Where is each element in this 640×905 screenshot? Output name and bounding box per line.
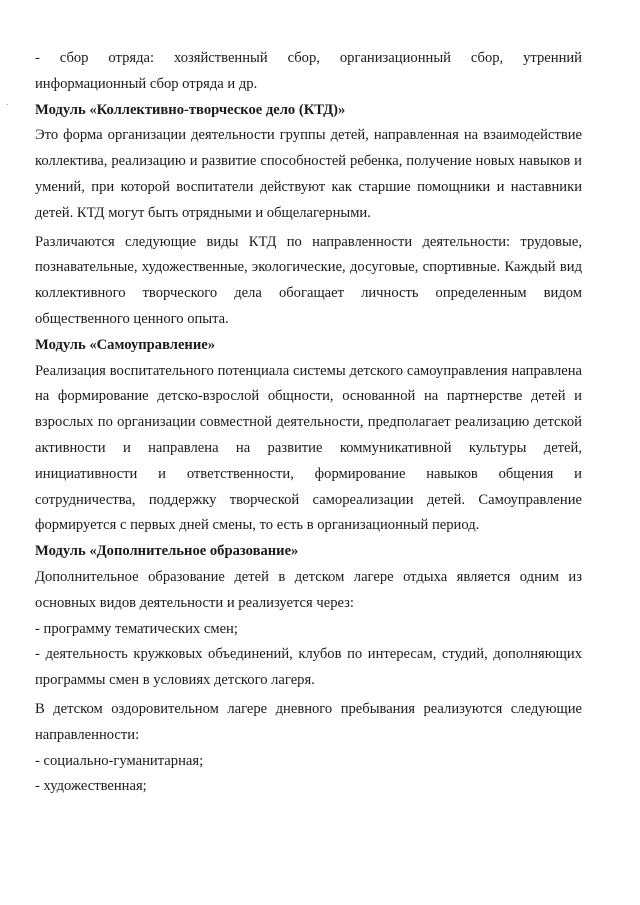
heading-module-additional-education: Модуль «Дополнительное образование» xyxy=(35,543,299,560)
paragraph-squad-gathering: - сбор отряда: хозяйственный сбор, организационный сбор, утренний информационный сбор отряда и др. xyxy=(35,50,582,92)
list-item-thematic-shifts: - программу тематических смен; xyxy=(35,620,238,637)
heading-module-self-government: Модуль «Самоуправление» xyxy=(35,336,216,353)
document-page xyxy=(35,46,582,800)
list-item-artistic: - художественная; xyxy=(35,778,147,795)
paragraph-directions-intro: В детском оздоровительном лагере дневного пребывания реализуются следующие направленности: xyxy=(35,700,582,743)
list-item-clubs: - деятельность кружковых объединений, клубов по интересам, студий, дополняющих программы смен в условиях детского лагеря. xyxy=(35,646,582,689)
list-item-social-humanitarian: - социально-гуманитарная; xyxy=(35,752,204,769)
paragraph-ktd-types: Различаются следующие виды КТД по направленности деятельности: трудовые, познавательные, художественные, экологические, досуговые, спортивные. Каждый вид коллективного творческого дела обогащает личность определенным видом общественного ценного опыта. xyxy=(35,233,582,327)
paragraph-ktd-definition: Это форма организации деятельности группы детей, направленная на взаимодействие коллектива, реализацию и развитие способностей ребенка, получение новых навыков и умений, при которой воспитатели действуют как старшие помощники и наставники детей. КТД могут быть отрядными и общелагерными. xyxy=(35,127,582,221)
heading-module-ktd: Модуль «Коллективно-творческое дело (КТД)» xyxy=(35,101,346,118)
paragraph-self-government: Реализация воспитательного потенциала системы детского самоуправления направлена на формирование детско-взрослой общности, основанной на партнерстве детей и взрослых по организации совместной деятельности, предполагает реализацию детской активности и направлена на развитие коммуникативной культуры детей, инициативности и ответственности, формирование навыков общения и сотрудничества, поддержку творческой самореализации детей. Самоуправление формируется с первых дней смены, то есть в организационный период. xyxy=(35,362,582,534)
paragraph-additional-education-intro: Дополнительное образование детей в детском лагере отдыха является одним из основных видов деятельности и реализуется через: xyxy=(35,568,582,611)
scan-speck xyxy=(7,104,8,105)
